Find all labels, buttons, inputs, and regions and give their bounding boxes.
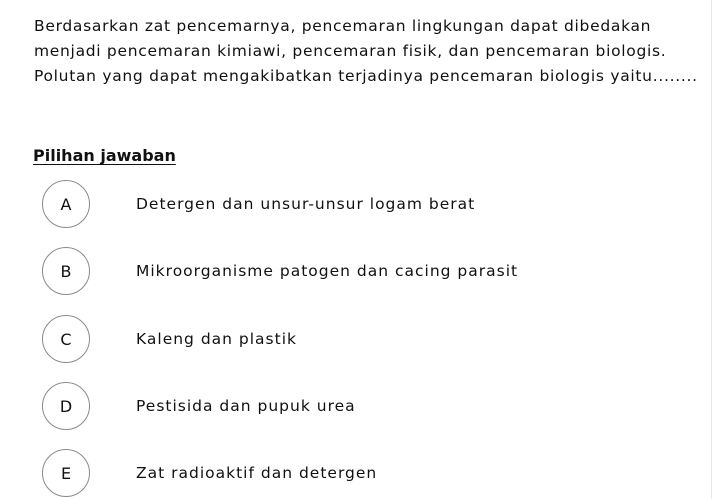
option-e-circle[interactable] <box>42 449 90 497</box>
option-c[interactable] <box>42 314 682 364</box>
option-d[interactable] <box>42 381 682 431</box>
option-d-text: Pestisida dan pupuk urea <box>136 397 356 415</box>
option-c-text: Kaleng dan plastik <box>136 330 297 348</box>
option-a[interactable] <box>42 179 682 229</box>
option-a-letter: A <box>60 194 72 214</box>
option-c-circle[interactable] <box>42 315 90 363</box>
option-a-text: Detergen dan unsur-unsur logam berat <box>136 195 476 213</box>
question-text: Berdasarkan zat pencemarnya, pencemaran lingkungan dapat dibedakan menjadi pencemaran kimiawi, pencemaran fisik, dan pencemaran biologis. Polutan yang dapat mengakibatkan terjadinya pencemaran biologis yaitu........ <box>34 17 698 85</box>
option-b-circle[interactable] <box>42 247 90 295</box>
option-a-circle[interactable] <box>42 180 90 228</box>
option-d-circle[interactable] <box>42 382 90 430</box>
option-e[interactable] <box>42 448 682 498</box>
option-d-letter: D <box>59 396 73 416</box>
option-b-text: Mikroorganisme patogen dan cacing parasit <box>136 262 519 280</box>
answer-options-heading: Pilihan jawaban <box>33 146 176 165</box>
option-e-letter: E <box>60 463 72 483</box>
option-c-letter: C <box>60 329 72 349</box>
option-e-text: Zat radioaktif dan detergen <box>136 464 378 482</box>
option-b[interactable] <box>42 246 682 296</box>
option-b-letter: B <box>60 261 72 281</box>
